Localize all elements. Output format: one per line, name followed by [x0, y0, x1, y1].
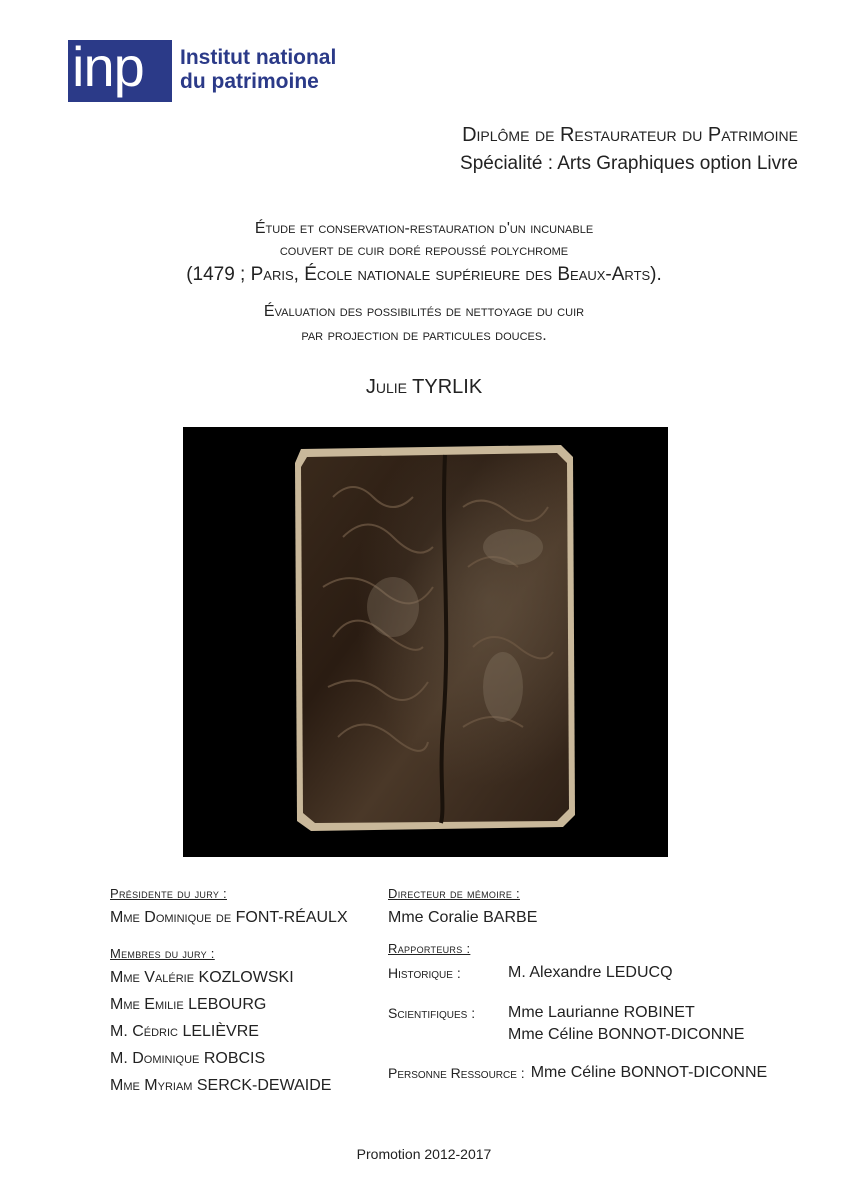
member-1: Mme Valérie KOZLOWSKI — [110, 969, 294, 986]
scientifiques-name-2: Mme Céline BONNOT-DICONNE — [508, 1026, 745, 1043]
promotion: Promotion 2012-2017 — [356, 1146, 492, 1162]
inp-logo — [68, 35, 337, 102]
scientifiques-label: Scientifiques : — [388, 1005, 476, 1021]
director-name: Mme Coralie BARBE — [388, 909, 538, 926]
member-2: Mme Emilie LEBOURG — [110, 996, 267, 1013]
historique-name: M. Alexandre LEDUCQ — [508, 964, 673, 981]
logo-mark-text: inp — [72, 35, 144, 98]
diploma-specialty: Spécialité : Arts Graphiques option Livre — [460, 153, 798, 174]
book-cover-image — [183, 427, 668, 857]
ressource-name: Mme Céline BONNOT-DICONNE — [530, 1064, 768, 1081]
reporters-heading: Rapporteurs : — [388, 941, 471, 956]
diploma-block — [460, 124, 798, 175]
jury-left-column — [110, 886, 380, 1102]
study-title — [0, 218, 848, 348]
ressource-label: Personne Ressource : — [388, 1065, 525, 1081]
logo-mark — [68, 35, 172, 102]
director-heading: Directeur de mémoire : — [388, 886, 520, 901]
members-heading: Membres du jury : — [110, 946, 215, 961]
study-line3: (1479 ; Paris, École nationale supérieure des Beaux-Arts). — [186, 264, 662, 285]
author-name: Julie TYRLIK — [365, 376, 483, 398]
jury-right-column — [388, 886, 828, 1084]
logo-line1: Institut national — [180, 46, 337, 69]
study-line2: couvert de cuir doré repoussé polychrome — [279, 242, 569, 259]
president-name: Mme Dominique de FONT-RÉAULX — [110, 909, 348, 926]
diploma-title: Diplôme de Restaurateur du Patrimoine — [462, 124, 798, 146]
member-5: Mme Myriam SERCK-DEWAIDE — [110, 1077, 332, 1094]
logo-line2: du patrimoine — [180, 70, 319, 93]
study-line4: Évaluation des possibilités de nettoyage du cuir — [263, 303, 585, 320]
president-heading: Présidente du jury : — [110, 886, 227, 901]
scientifiques-name-1: Mme Laurianne ROBINET — [508, 1004, 695, 1021]
logo-text — [180, 46, 336, 94]
historique-label: Historique : — [388, 965, 461, 981]
member-3: M. Cédric LELIÈVRE — [110, 1023, 259, 1040]
study-line1: Étude et conservation-restauration d'un incunable — [254, 220, 594, 237]
book-photo — [183, 427, 668, 857]
member-4: M. Dominique ROBCIS — [110, 1050, 266, 1067]
study-line5: par projection de particules douces. — [301, 327, 547, 344]
